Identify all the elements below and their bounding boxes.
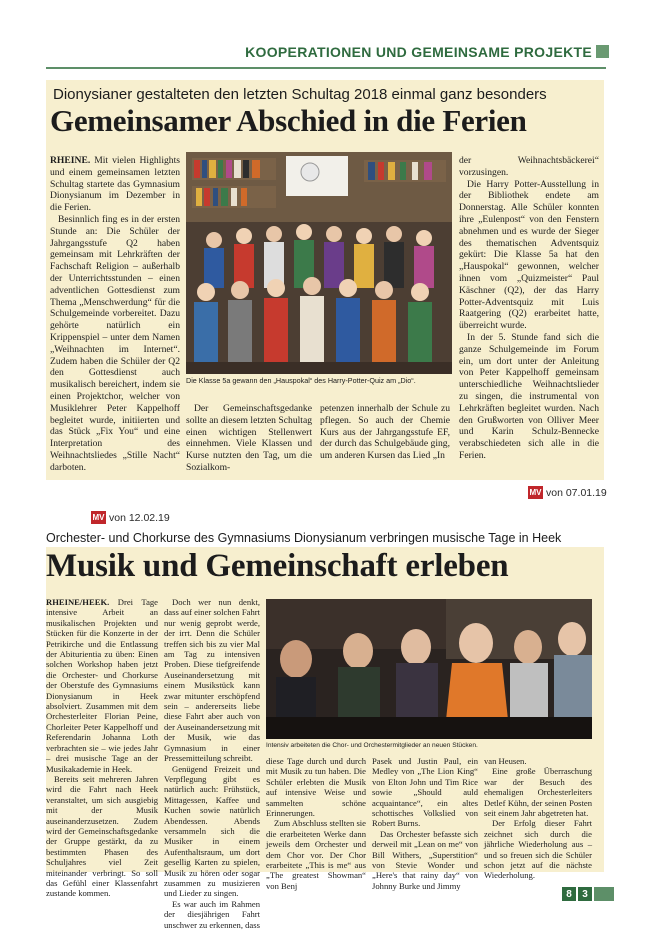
- paragraph: Zum Abschluss stellten sie die erarbeiteten Werke dann jeweils dem Orchester und dem Chor vor. Der Chor erarbeitete „This is me“ aus „The greatest Showman“ von Benj: [266, 818, 366, 891]
- source-date: von 07.01.19: [546, 486, 607, 499]
- paragraph: Doch wer nun denkt, dass auf einer solchen Fahrt nur wenig geprobt werde, der irrt. Denn die Schüler treffen sich bis zu vier Mal am Tag zu intensiven Proben. Diese tiefgreifende Auseinandersetzung mit einem Musikstück kann zwar mitunter erschöpfend sein – andererseits liebe diese Fahrt aber auch von der Auseinandersetzung mit der Musik, wie das Gymnasium in einer Pressemitteilung schreibt.: [164, 597, 260, 764]
- article-2-column-3: [266, 756, 366, 891]
- newspaper-logo: MV: [92, 513, 105, 522]
- paragraph: Die Harry Potter-Ausstellung in der Bibliothek endete am Donnerstag. Alle Schüler konnten ihre „Eulenpost“ von den Fenstern abnehmen und es wurde der Sieger des thematischen Adventsquiz gekürt: Die Klasse 5a hat den „Hauspokal“ gewonnen, welcher ihnen vom „Quizmeister“ Paul Käschner (Q2), der das Harry Potter-Adventsquiz mit Luis Raatgering (Q2) erarbeitet hatte, überreicht wurde.: [459, 178, 599, 332]
- article-2-kicker: Orchester- und Chorkurse des Gymnasiums Dionysianum verbringen musische Tage in Heek: [46, 531, 562, 545]
- paragraph: In der 5. Stunde fand sich die ganze Schulgemeinde im Forum ein, um dort unter der Anleitung von Peter Kappelhoff gemeinsam unterschiedliche Weihnachtslieder zu singen, die instrumental von Lehrkräften begleitet wurden. Nach den Grußworten von Olliver Meer und Karin Schulz-Bennecke verabschiedeten sich alle in die Ferien.: [459, 331, 599, 461]
- page-number-digit: 3: [578, 887, 592, 901]
- dateline: RHEINE.: [50, 155, 91, 166]
- section-title: KOOPERATIONEN UND GEMEINSAME PROJEKTE: [245, 44, 592, 60]
- paragraph: Eine große Überraschung war der Besuch des ehemaligen Orchesterleiters Detlef Kühn, der seinen Posten seit einem Jahr abgetreten hat.: [484, 766, 592, 819]
- article-1-headline: Gemeinsamer Abschied in die Ferien: [50, 103, 527, 138]
- article-1-column-3: [320, 403, 450, 462]
- paragraph: van Heusen.: [484, 756, 527, 766]
- article-2-source: [91, 511, 170, 524]
- paragraph: Genügend Freizeit und Verpflegung gibt es natürlich auch: Frühstück, Mittagessen, Kaffee und Kuchen sowie natürlich Abendessen. Abends versammeln sich die Musiker in einem Aufenthaltsraum, um dort gesellig Karten zu spielen, Musik zu hören oder sogar zusammen zu musizieren und Lieder zu singen.: [164, 763, 260, 899]
- article-2-column-2: [164, 597, 260, 930]
- article-1-kicker: Dionysianer gestalteten den letzten Schultag 2018 einmal ganz besonders: [53, 86, 547, 103]
- paragraph: Das Orchester befasste sich derweil mit „Lean on me“ von Bill Withers, „Superstition“ von Stevie Wonder und „Here's that rainy day“ von Johnny Burke und Jimmy: [372, 828, 478, 891]
- article-2-photo-caption: Intensiv arbeiteten die Chor- und Orchestermitglieder an neuen Stücken.: [266, 742, 478, 749]
- paragraph: Drei Tage intensive Arbeit an musikalischen Projekten und Stücken für die Konzerte in der Petrikirche und die Entlassung der Abiturientia zu üben: Einen solchen Workshop haben jetzt die Orchester- und Chorkurse der Oberstufe des Gymnasiums Dionysianum in Heek absolviert. Zusammen mit dem Orchesterleiter Florian Peine, Chorleiter Peter Kappelhoff und Referendarin Johanna Loth verbrachten sie – wie jedes Jahr – drei musische Tage an der Musikakademie in Heek.: [46, 597, 158, 774]
- class-photo: [186, 152, 452, 374]
- article-2-column-4: [372, 756, 478, 891]
- paragraph: Mit vielen Highlights und einem gemeinsamen letzten Schultag startete das Gymnasium Dionysianum im Dezember in die Ferien.: [50, 155, 180, 214]
- page-number-bar: [594, 887, 614, 901]
- article-1-column-2: [186, 403, 312, 474]
- source-date: von 12.02.19: [109, 511, 170, 524]
- section-marker: [596, 45, 609, 58]
- article-1-column-4: [459, 155, 599, 462]
- section-divider: [46, 67, 606, 69]
- paragraph: Es war auch im Rahmen der diesjährigen Fahrt unschwer zu erkennen, dass: [164, 898, 260, 930]
- article-1-photo-caption: Die Klasse 5a gewann den „Hauspokal“ des Harry-Potter-Quiz am „Dio“.: [186, 376, 416, 385]
- paragraph: petenzen innerhalb der Schule zu pflegen. So auch der Chemie Kurs aus der Jahrgangsstufe EF, der durch das Schulgebäude ging, um anderen Kursen das Lied „In: [320, 403, 450, 462]
- paragraph: Besinnlich fing es in der ersten Stunde an: Die Schüler der Jahrgangsstufe Q2 haben gemeinsam mit Lehrkräften der Fachschaft Religion – außerhalb der Unterrichtsstunden – einen adventlichen Gottesdienst zum Thema „Menschwerdung“ für die Schulgemeinde vorbereitet. Dazu gehörte natürlich ein Krippenspiel – unter dem Namen „Weihnachten im Internet“. Zudem haben die Schüler der Q2 den Gottesdienst auch musikalisch bereichert, indem sie einen Projektchor, welcher von Musiklehrer Peter Kappelhoff begleitet wurde, initiierten und das Stück „Fix You“ und eine Interpretation des Weihnachtsliedes „Stille Nacht“ darboten.: [50, 213, 180, 473]
- article-1-column-1: [50, 155, 180, 474]
- page-number: [562, 887, 614, 901]
- paragraph: Pasek und Justin Paul, ein Medley von „The Lion King“ von Elton John und Tim Rice sowie „Should auld acquaintance“, ein altes schottisches Volkslied von Robert Burns.: [372, 756, 478, 829]
- paragraph: Der Gemeinschaftsgedanke sollte an diesem letzten Schultag einen wichtigen Stellenwert einnehmen. Viele Klassen und Kurse nutzten den Tag, um die Sozialkom-: [186, 403, 312, 473]
- paragraph: Der Erfolg dieser Fahrt zeichnet sich durch die jährliche Wiederholung aus – und so freuen sich die Schüler schon jetzt auf die nächste Wiederholung.: [484, 818, 592, 881]
- article-2-headline: Musik und Gemeinschaft erleben: [46, 548, 509, 584]
- article-2-column-5: [484, 756, 592, 881]
- paragraph: Bereits seit mehreren Jahren wird die Fahrt nach Heek veranstaltet, um sich ausgiebig mit der Musik auseinanderzusetzen. Zudem wird der Gemeinschaftsgedanke der Gruppe gestärkt, da zu bestimmten Phasen des Schuljahres viel Zeit miteinander verbringt. So soll das Gefühl einer Klassenfahrt zustande kommen.: [46, 773, 158, 899]
- newspaper-logo: MV: [529, 488, 542, 497]
- paragraph: der Weihnachtsbäckerei“ vorzusingen.: [459, 155, 599, 178]
- article-1-source: [528, 486, 607, 499]
- paragraph: diese Tage durch und durch mit Musik zu tun haben. Die Schüler erlebten die Musik auf intensive Weise und sammelten schöne Erinnerungen.: [266, 756, 366, 819]
- article-2-column-1: [46, 597, 158, 899]
- choir-photo: [266, 599, 592, 739]
- page-number-digit: 8: [562, 887, 576, 901]
- dateline: RHEINE/HEEK.: [46, 597, 110, 607]
